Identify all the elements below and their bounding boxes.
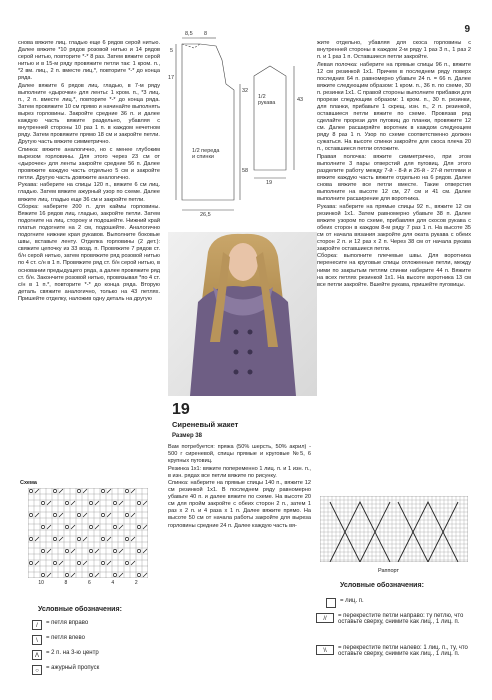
col-number: 8 [64, 580, 68, 586]
right-legend-item [316, 613, 476, 625]
right-legend-item [326, 598, 476, 608]
legend-text: = лиц. п. [340, 598, 364, 604]
right-legend-title: Условные обозначения: [340, 582, 424, 589]
schematic-label: 19 [266, 180, 273, 186]
schematic-label: 32 [242, 88, 249, 94]
schematic-label: 1/2 рукава [258, 94, 276, 106]
schematic-label: 58 [242, 168, 249, 174]
left-legend-item [32, 650, 99, 660]
left-paragraph: снова вяжите лиц. гладью еще 6 рядов серой нитью. Далее вяжите *10 рядов розовой нитью и 14 рядов серой нитью, повторите *-* 8 раз. Затем вяжите серой нитью и в 15-м ряду провяжите петли так: 1 кром. п., *2 вм. лиц., 2 п. вместе лиц.*, повторите *-* до конца ряда. [18, 40, 160, 82]
legend-text: = перекрестите петли налево: 1 лиц. п., ту, что оставьте сверху, снимите как лиц., 1 лиц. п. [338, 645, 468, 657]
left-legend-title: Условные обозначения: [38, 606, 122, 613]
left-text-column [18, 40, 160, 303]
item-title: Сиреневый жакет [172, 420, 239, 429]
garment-schematic [166, 30, 316, 230]
schematic-label: 43 [297, 97, 304, 103]
right-paragraph: Левая полочка: наберите на прямые спицы 96 п., вяжите 12 см резинкой 1х1. Причем в последнем ряду поверх последних 64 п. равномерно убавьте 24 п. = 66 п. Далее вяжите следующим образом: 1 кром. п., 36 п. по схеме, 30 п. резинки 1х1. С правой стороны выполните прибавки для прорези следующим образом: 1 кром. п., 30 п. резинки, для планки, прибавьте 1 скрещ. изн. п., 2 п. резинкой, оставшиеся петли вяжите по схеме. Провязав ряд сделайте прорези для пуговиц до планки, провяжите 12 см. Далее расширяйте воротник в каждом следующем ряду 8 раз 1 п. Узор по схеме соответственно должен сужаться. На высоте спинки закройте для скоса плеча 20 п., оставшиеся петли отложите. [317, 61, 471, 153]
legend-text: = перекрестите петли направо: ту петлю, что оставьте сверху, снимите как лиц., 1 лиц. п. [338, 613, 464, 625]
loop-right-icon: / [32, 620, 42, 630]
page-number: 9 [464, 24, 470, 35]
right-text-column [317, 40, 471, 289]
right-paragraph: Сборка: выполните плечевые швы. Для воротника перенесите на круговые спицы отложенные петли, между ними по закрытым петлям спинки наберите 44 п. Вяжите на всех петлях резинкой 1х1. На высоте воротника 13 см все петли закройте. Вшейте рукава, пришейте пуговицы. [317, 253, 471, 288]
schematic-label: 17 [168, 75, 175, 81]
body-outline [182, 44, 234, 200]
col-number: 4 [111, 580, 115, 586]
legend-text: = 2 п. на 3-ю центр [46, 650, 99, 656]
middle-paragraph: Спинка: наберите на прямые спицы 140 п., вяжите 12 см резинкой 1х1. В последнем ряду равномерно убавьте 40 п. и далее вяжите по схеме. На высоте 20 см для пройм закройте с обеих сторон 2 п., затем 1 раз х 2 п. и 4 раза х 1 п. Далее вяжите прямо. На высоте 50 см от начала работы закройте для выреза горловины средние 24 п. Далее каждую часть вя- [168, 480, 311, 529]
schematic-label: 1/2 переда и спинки [192, 148, 220, 160]
left-pattern-col-numbers [28, 580, 148, 586]
left-paragraph: Далее вяжите 6 рядов лиц. гладью, в 7-м ряду выполните «дырочки» для ленты: 1 кром. п., *3 лиц. п., 2 п. вместе лиц.*, повторите *-* до конца ряда. Затем провяжите 10 см прямо и начинайте выполнять вырез горловины. Закройте средние 36 п. и далее каждую часть вяжите раздельно, убавляя с внутренней стороны 10 раз 1 п. в каждом нечетном ряду. Затем провяжите прямо 18 см и закройте петли. Другую часть вяжите симметрично. [18, 82, 160, 146]
item-number: 19 [172, 401, 190, 418]
legend-text: = петля влево [46, 635, 85, 641]
middle-text-column [168, 444, 311, 530]
model-photo [168, 232, 317, 396]
middle-paragraph: Вам потребуется: пряжа (50% шерсть, 50% акрил) - 500 г сиреневой, спицы прямые и круговые №5, 6 крупных пуговиц. [168, 444, 311, 465]
left-paragraph: Спинка: вяжите аналогично, но с менее глубоким вырезом горловины. Для этого через 23 см от «дырочек» для ленты закройте средние 56 п. Далее провяжите каждую часть отдельно 5 см и закройте петли. Другую часть довяжите аналогично. [18, 146, 160, 181]
item-size: Размер 38 [172, 433, 202, 439]
schematic-label: 26,5 [200, 212, 211, 218]
yarn-over-icon: ○ [32, 665, 42, 675]
right-legend-item [316, 645, 476, 657]
middle-paragraph: Резинка 1х1: вяжите попеременно 1 лиц. п. и 1 изн. п., в изн. рядах все петли вяжите по рисунку. [168, 465, 311, 479]
legend-text: = ажурный пропуск [46, 665, 100, 671]
left-pattern-title: Схема [20, 480, 37, 486]
legend-text: = петля вправо [46, 620, 89, 626]
cross-right-icon: // [316, 613, 334, 623]
col-number: 10 [38, 580, 44, 586]
left-paragraph: Сборка: наберите 200 п. для каймы горловины. Вяжите 16 рядов лиц. гладью, закройте петли. Затем подогните на лиц. сторону и подошейте. Нижний край платья подогните на 2 см, подошейте. Аналогично подогните нижние края рукавов. Выполните боковые швы, вставьте ленту. Отделка горловины (2 дет.): свяжите цепочку из 33 возд. п. Провяжите 7 рядов ст. б/н серой нитью, затем провяжите ряд розовой нитью по 4 ст. с/н в 1 п. Провяжите ряд ст. б/н серой нитью, в основании предыдущего ряда, а далее провяжите ряд ст. б/н. Закончите розовой нитью, провязывая *по 4 ст. с/н в 1 п.*, повторите *-* до конца ряда. Вторую деталь свяжите аналогично, только на 43 петлях. Пришейте отделку, наложив одну деталь на другую [18, 204, 160, 302]
left-legend-item [32, 665, 99, 675]
schematic-label: 5 [170, 48, 174, 54]
three-together-icon: Λ [32, 650, 42, 660]
right-paragraph: Рукава: наберите на прямые спицы 92 п., вяжите 12 см резинкой 1х1. Затем равномерно убавьте 38 п. Далее вяжите узором по схеме, прибавляя для скосов рукава с обеих сторон в каждом 8-м ряду 7 раз 1 п. На высоте 35 см от начала вязания закройте для оката рукава с обеих сторон 2 п. и 12 раз х 2 п. Через 38 см от начала рукава закройте оставшиеся петли. [317, 203, 471, 252]
left-legend-item [32, 635, 85, 645]
left-paragraph: Рукава: наберите на спицы 120 п., вяжите 6 см лиц. гладью. Затем вяжите ажурный узор по схеме. Далее вяжите лиц. гладью еще 36 см и закройте петли. [18, 182, 160, 203]
rapport-label: Раппорт [378, 568, 400, 574]
left-pattern-grid [28, 488, 148, 578]
right-pattern-grid [320, 496, 468, 562]
loop-left-icon: \ [32, 635, 42, 645]
schematic-label: 8 [204, 31, 208, 37]
right-paragraph: Правая полочка: вяжите симметрично, при этом выполните 3 пары отверстий для пуговиц. Для этого разделите работу между 7-й - 8-й и 26-й - 27-й петлями и вяжите каждую часть вяжите отдельно на 6 рядов. Далее снова вяжите все петли вместе. Такие отверстия выполните на высоте 12 см, 27 см и 41 см. Далее выполните расширение для воротника. [317, 153, 471, 203]
col-number: 2 [134, 580, 138, 586]
sleeve-outline [254, 66, 286, 170]
knit-stitch-icon [326, 598, 336, 608]
left-legend-item [32, 620, 88, 630]
cross-left-icon: \\ [316, 645, 334, 655]
right-paragraph: жите отдельно, убавляя для скоса горловины с внутренней стороны в каждом 2-м ряду 1 раз 3 п., 1 раз 2 п. и 1 раз 1 п. Оставшиеся петли закройте. [317, 40, 471, 61]
col-number: 6 [87, 580, 91, 586]
schematic-label: 8,5 [185, 31, 193, 37]
